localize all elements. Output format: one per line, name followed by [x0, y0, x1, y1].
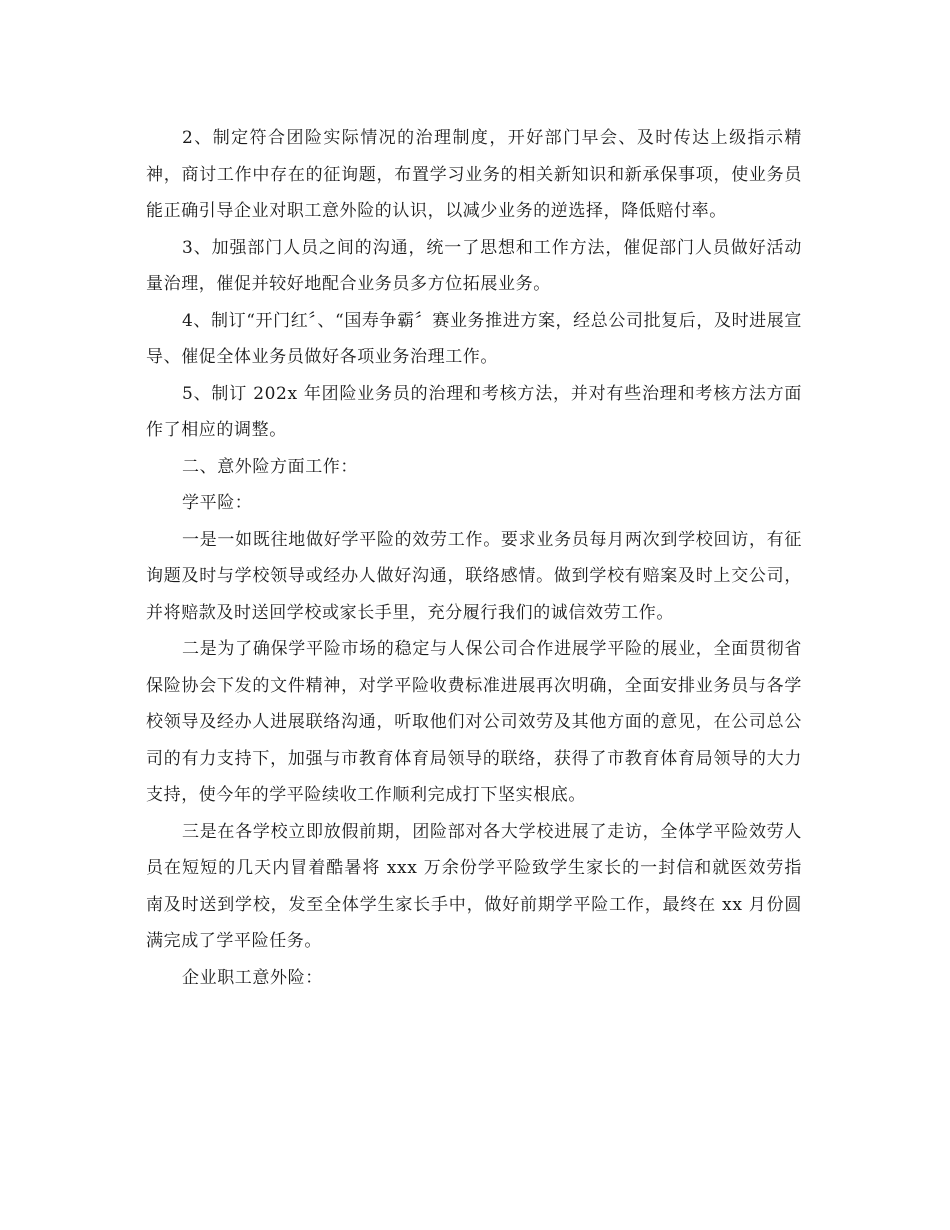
document-page: [146, 120, 802, 996]
paragraph-item-4: 4、制订“开门红〞、“国寿争霸〞赛业务推进方案，经总公司批复后，及时进展宣导、催促全体业务员做好各项业务治理工作。: [146, 310, 802, 367]
paragraph-item-2: 2、制定符合团险实际情况的治理制度，开好部门早会、及时传达上级指示精神，商讨工作中存在的征询题，布置学习业务的相关新知识和新承保事项，使业务员能正确引导企业对职工意外险的认识，以减少业务的逆选择，降低赔付率。: [146, 128, 802, 221]
paragraph-student-insurance-1: 一是一如既往地做好学平险的效劳工作。要求业务员每月两次到学校回访，有征询题及时与学校领导或经办人做好沟通，联络感情。做到学校有赔案及时上交公司，并将赔款及时送回学校或家长手里，充分履行我们的诚信效劳工作。: [146, 529, 802, 623]
paragraph-student-insurance-3: 三是在各学校立即放假前期，团险部对各大学校进展了走访，全体学平险效劳人员在短短的几天内冒着酷暑将 xxx 万余份学平险致学生家长的一封信和就医效劳指南及时送到学校，发至全体学生家长手中，做好前期学平险工作，最终在 xx 月份圆满完成了学平险任务。: [146, 821, 802, 951]
paragraph-student-insurance-2: 二是为了确保学平险市场的稳定与人保公司合作进展学平险的展业，全面贯彻省保险协会下发的文件精神，对学平险收费标准进展再次明确，全面安排业务员与各学校领导及经办人进展联络沟通，听取他们对公司效劳及其他方面的意见，在公司总公司的有力支持下，加强与市教育体育局领导的联络，获得了市教育体育局领导的大力支持，使今年的学平险续收工作顺利完成打下坚实根底。: [146, 639, 802, 805]
paragraph-item-3: 3、加强部门人员之间的沟通，统一了思想和工作方法，催促部门人员做好活动量治理，催促并较好地配合业务员多方位拓展业务。: [146, 237, 802, 294]
paragraph-item-5: 5、制订 202x 年团险业务员的治理和考核方法，并对有些治理和考核方法方面作了相应的调整。: [146, 383, 802, 440]
section-heading-accident-insurance: 二、意外险方面工作：: [182, 456, 358, 477]
subheading-employee-accident-insurance: 企业职工意外险：: [182, 967, 323, 988]
subheading-student-insurance: 学平险：: [182, 493, 253, 513]
